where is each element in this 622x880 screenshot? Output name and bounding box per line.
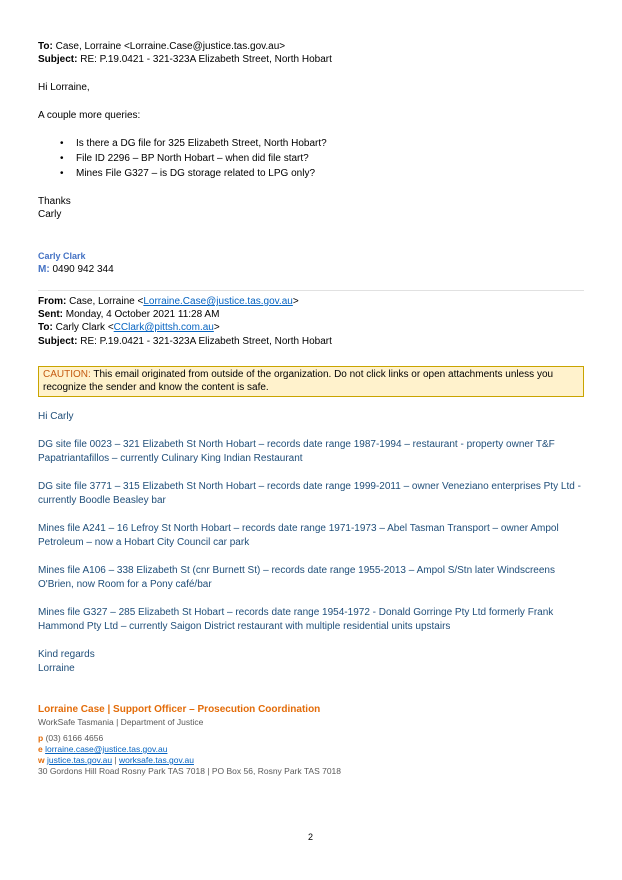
reply-intro: A couple more queries: — [38, 110, 141, 121]
phone-label: p — [38, 733, 44, 743]
to-email-link[interactable]: CClark@pittsh.com.au — [113, 322, 214, 333]
reply-signoff: Carly — [38, 209, 62, 220]
from-name: Case, Lorraine < — [69, 296, 144, 307]
original-subject-line — [38, 335, 332, 348]
sig-web-line — [38, 755, 194, 766]
from-email-link[interactable]: Lorraine.Case@justice.tas.gov.au — [143, 296, 293, 307]
original-from-line — [38, 295, 299, 308]
web-label: w — [38, 755, 45, 765]
to-value: Case, Lorraine <Lorraine.Case@justice.tas.gov.au> — [55, 41, 286, 52]
email-label: e — [38, 744, 43, 754]
from-label: From: — [38, 296, 67, 307]
web-link-justice[interactable]: justice.tas.gov.au — [47, 755, 113, 765]
list-item: • Mines File G327 – is DG storage related to LPG only? — [76, 166, 327, 181]
sig-org: WorkSafe Tasmania | Department of Justice — [38, 717, 204, 727]
to-close: > — [213, 322, 220, 333]
paragraph: DG site file 3771 – 315 Elizabeth St North Hobart – records date range 1999-2011 – owner Veneziano enterprises Pty Ltd - currently Boodle Beasley bar — [38, 481, 581, 506]
original-to-line — [38, 321, 220, 334]
caution-label: CAUTION: — [43, 369, 91, 380]
web-separator: | — [112, 755, 119, 765]
phone-value: (03) 6166 4656 — [45, 733, 104, 743]
to-label: To: — [38, 41, 53, 52]
email-page — [38, 0, 584, 880]
query-list — [38, 136, 327, 181]
reply-subject-line — [38, 53, 332, 66]
paragraph: Mines file G327 – 285 Elizabeth St Hobart – records date range 1954-1972 - Donald Gorringe Pty Ltd formerly Frank Hammond Pty Ltd – currently Saigon District restaurant with multiple residential units upstairs — [38, 607, 554, 632]
sig-title: Lorraine Case | Support Officer – Prosecution Coordination — [38, 704, 321, 715]
from-close: > — [292, 296, 299, 307]
reply-to-line — [38, 40, 285, 53]
list-item: • File ID 2296 – BP North Hobart – when did file start? — [76, 151, 327, 166]
sig-name: Carly Clark — [38, 251, 86, 261]
paragraph: DG site file 0023 – 321 Elizabeth St North Hobart – records date range 1987-1994 – restaurant - property owner T&F Papatriantafillos – currently Culinary King Indian Restaurant — [38, 439, 555, 464]
kind-regards: Kind regards — [38, 649, 95, 660]
reply-thanks: Thanks — [38, 196, 71, 207]
subject-value: RE: P.19.0421 - 321-323A Elizabeth Street, North Hobart — [80, 336, 332, 347]
sig-mobile-line — [38, 263, 114, 276]
subject-label: Subject: — [38, 336, 78, 347]
paragraph: Mines file A106 – 338 Elizabeth St (cnr Burnett St) – records date range 1955-2013 – Ampol S/Stn later Windscreens O'Brien, now Room for a Pony café/bar — [38, 565, 555, 590]
mobile-value: 0490 942 344 — [52, 264, 114, 275]
to-label: To: — [38, 322, 53, 333]
subject-value: RE: P.19.0421 - 321-323A Elizabeth Street, North Hobart — [80, 54, 332, 65]
sig-address: 30 Gordons Hill Road Rosny Park TAS 7018 | PO Box 56, Rosny Park TAS 7018 — [38, 766, 342, 776]
caution-banner — [38, 366, 584, 397]
sent-label: Sent: — [38, 309, 63, 320]
caution-text: This email originated from outside of the organization. Do not click links or open attachments unless you recognize the sender and know the content is safe. — [43, 369, 554, 393]
subject-label: Subject: — [38, 54, 78, 65]
sig-phone-line — [38, 733, 103, 744]
original-greeting: Hi Carly — [38, 411, 74, 422]
original-sent-line — [38, 308, 219, 321]
list-item: • Is there a DG file for 325 Elizabeth Street, North Hobart? — [76, 136, 327, 151]
to-name: Carly Clark < — [55, 322, 114, 333]
reply-greeting: Hi Lorraine, — [38, 82, 90, 93]
sig-email-line — [38, 744, 167, 755]
original-signoff: Lorraine — [38, 663, 75, 674]
sig-email-link[interactable]: lorraine.case@justice.tas.gov.au — [45, 744, 168, 754]
page-number: 2 — [308, 832, 314, 842]
mobile-label: M: — [38, 264, 50, 275]
divider — [38, 290, 584, 291]
web-link-worksafe[interactable]: worksafe.tas.gov.au — [118, 755, 194, 765]
sent-value: Monday, 4 October 2021 11:28 AM — [65, 309, 220, 320]
paragraph: Mines file A241 – 16 Lefroy St North Hobart – records date range 1971-1973 – Abel Tasman Transport – owner Ampol Petroleum – now a Hobart City Council car park — [38, 523, 559, 548]
